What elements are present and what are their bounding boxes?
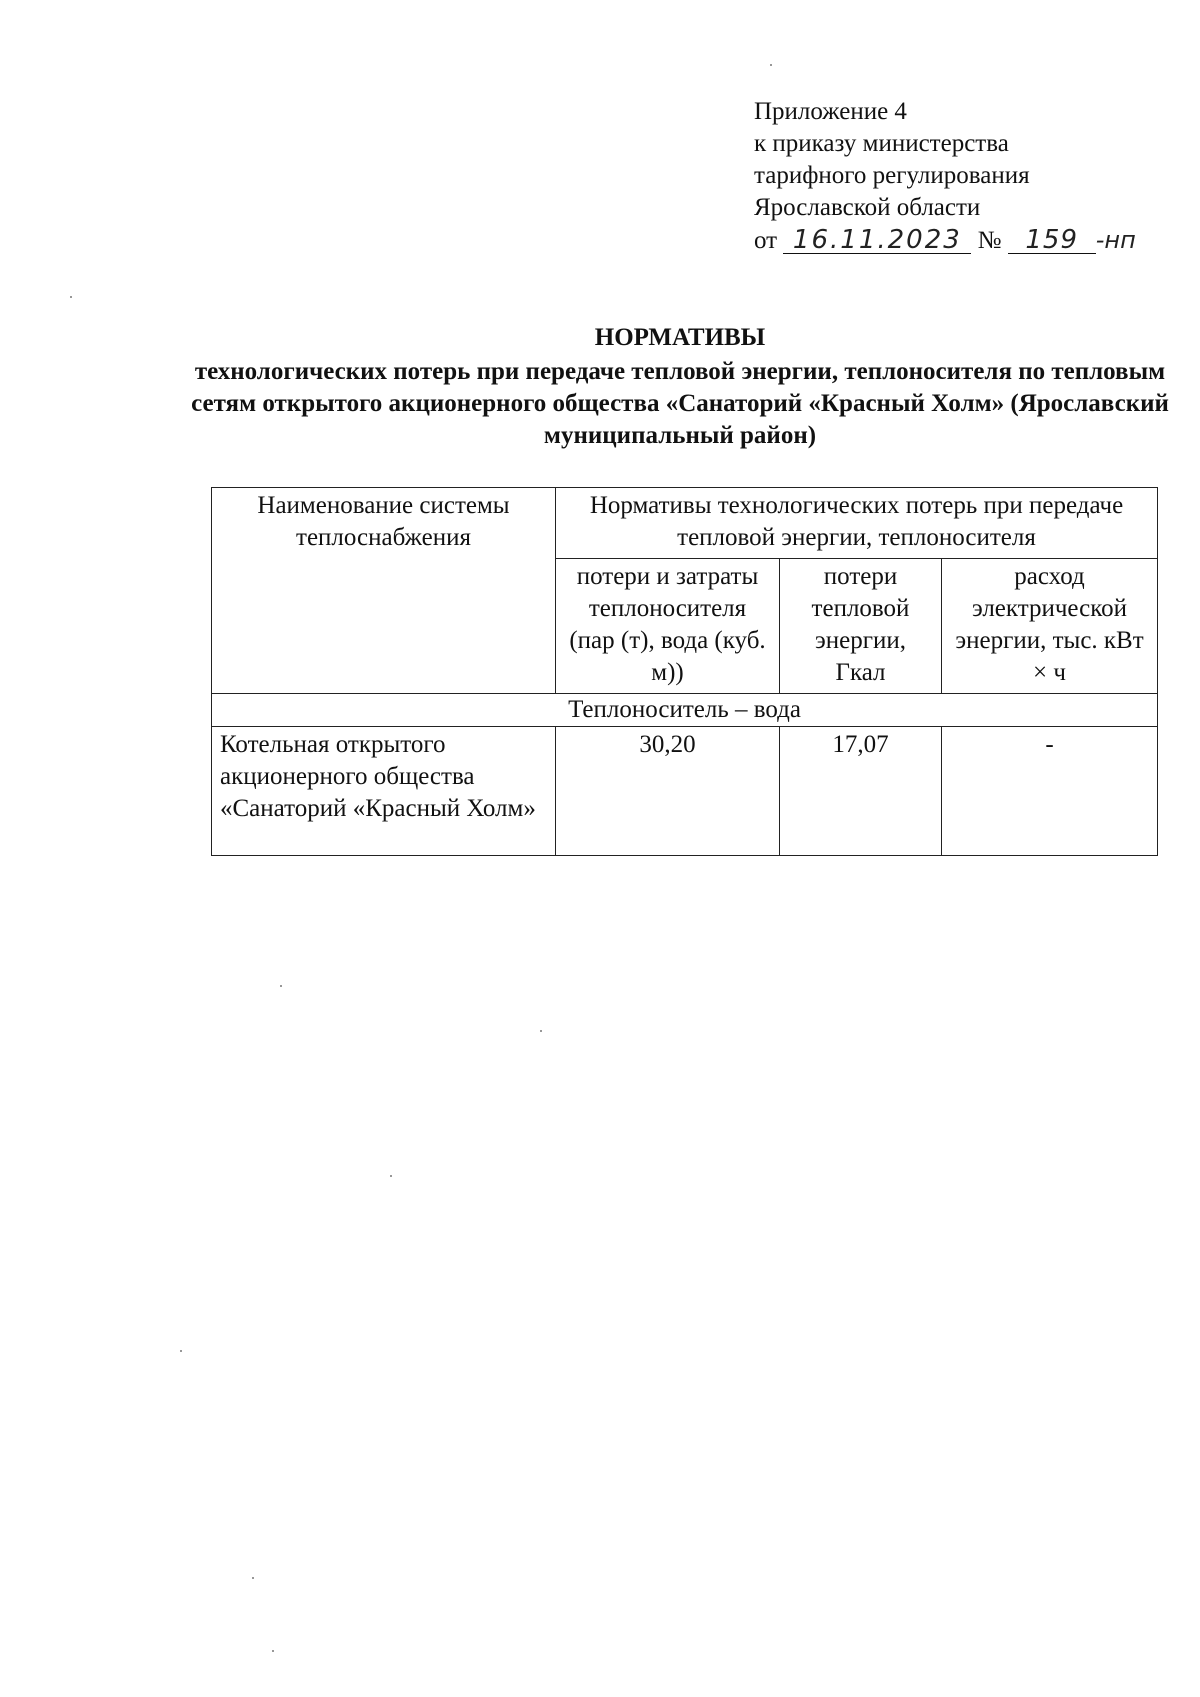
annex-ministry-line: тарифного регулирования [754, 162, 1030, 189]
annex-order-line: к приказу министерства [754, 130, 1009, 157]
document-title-block [180, 322, 1180, 452]
norms-table [211, 487, 1158, 856]
handwritten-number-suffix: -нп [1095, 226, 1136, 254]
row-electric-value: - [942, 727, 1158, 856]
scan-speck [70, 296, 72, 298]
section-label: Теплоноситель – вода [212, 694, 1158, 727]
scan-speck [180, 1350, 182, 1352]
document-subtitle: технологических потерь при передаче тепловой энергии, теплоносителя по тепловым сетям открытого акционерного общества «Санаторий «Красный Холм» (Ярославский муниципальный район) [191, 358, 1169, 449]
scan-speck [770, 64, 772, 66]
header-norms: Нормативы технологических потерь при передаче тепловой энергии, теплоносителя [556, 488, 1158, 559]
number-sign: № [977, 227, 1002, 254]
scan-speck [390, 1175, 392, 1177]
scan-speck [252, 1577, 254, 1579]
scan-speck [280, 985, 282, 987]
scan-speck [272, 1650, 274, 1652]
header-system-name: Наименование системы теплоснабжения [212, 488, 556, 694]
annex-title: Приложение 4 [754, 98, 907, 125]
annex-date-row [754, 224, 1136, 257]
annex-region-line: Ярославской области [754, 194, 981, 221]
header-heat-losses: потери тепловой энергии, Гкал [780, 559, 942, 694]
document-title: НОРМАТИВЫ [594, 324, 766, 351]
header-coolant-losses: потери и затраты теплоносителя (пар (т), вода (куб. м)) [556, 559, 780, 694]
section-row [212, 694, 1158, 727]
row-heat-value: 17,07 [780, 727, 942, 856]
date-prefix: от [754, 227, 778, 254]
row-system-name: Котельная открытого акционерного общества «Санаторий «Красный Холм» [212, 727, 556, 856]
header-electric-consumption: расход электрической энергии, тыс. кВт × ч [942, 559, 1158, 694]
handwritten-number: 159 [1008, 227, 1096, 254]
table-row [212, 727, 1158, 856]
handwritten-date: 16.11.2023 [783, 227, 971, 254]
table-header-row [212, 488, 1158, 559]
row-coolant-value: 30,20 [556, 727, 780, 856]
annex-header [754, 96, 1136, 257]
scan-speck [540, 1030, 542, 1032]
